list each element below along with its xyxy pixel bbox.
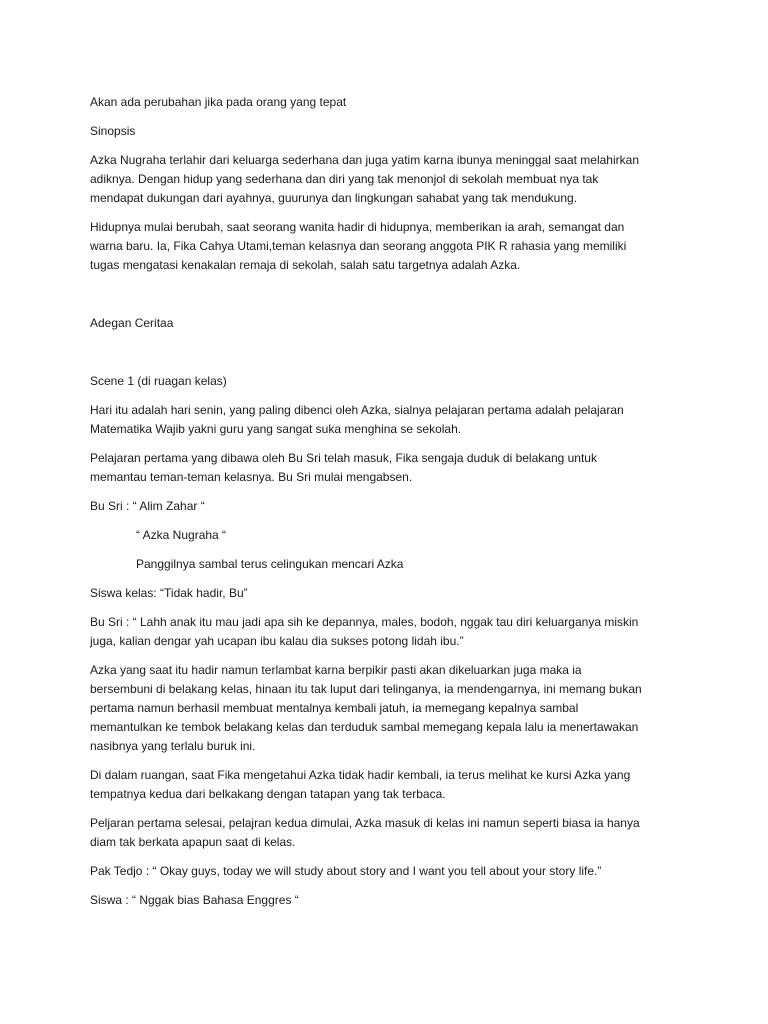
scene-paragraph-3-line-3: pertama namun berhasil membuat mentalnya kembali jatuh, ia memegang kepalnya sambal (90, 701, 579, 715)
scene-paragraph-3-line-2: bersembuni di belakang kelas, hinaan itu tak luput dari telinganya, ia mendengarnya, ini memang bukan (90, 682, 642, 696)
synopsis-paragraph-2-line-1: Hidupnya mulai berubah, saat seorang wanita hadir di hidupnya, memberikan ia arah, semangat dan (90, 220, 625, 234)
dialog-siswa: Siswa : “ Nggak bias Bahasa Enggres “ (90, 893, 299, 907)
scene-paragraph-5-line-2: diam tak berkata apapun saat di kelas. (90, 835, 296, 849)
scene-heading: Scene 1 (di ruagan kelas) (90, 374, 227, 388)
document-title: Akan ada perubahan jika pada orang yang tepat (90, 95, 347, 109)
dialog-bu-sri-1b: “ Azka Nugraha “ (136, 528, 227, 542)
scene-paragraph-5-line-1: Peljaran pertama selesai, pelajran kedua dimulai, Azka masuk di kelas ini namun seperti biasa ia hanya (90, 816, 640, 830)
scene-paragraph-1-line-1: Hari itu adalah hari senin, yang paling dibenci oleh Azka, sialnya pelajaran pertama adalah pelajaran (90, 403, 624, 417)
synopsis-paragraph-1-line-2: adiknya. Dengan hidup yang sederhana dan diri yang tak menonjol di sekolah membuat nya tak (90, 172, 599, 186)
dialog-bu-sri-1c: Panggilnya sambal terus celingukan mencari Azka (136, 557, 404, 571)
synopsis-paragraph-1-line-1: Azka Nugraha terlahir dari keluarga sederhana dan juga yatim karna ibunya meninggal saat melahirkan (90, 153, 639, 167)
dialog-pak-tedjo: Pak Tedjo : “ Okay guys, today we will study about story and I want you tell about your story life.” (90, 864, 602, 878)
scene-paragraph-1-line-2: Matematika Wajib yakni guru yang sangat suka menghina se sekolah. (90, 422, 462, 436)
story-heading: Adegan Ceritaa (90, 316, 174, 330)
synopsis-paragraph-1-line-3: mendapat dukungan dari ayahnya, guurunya dan lingkungan sahabat yang tak mendukung. (90, 191, 578, 205)
scene-paragraph-2-line-1: Pelajaran pertama yang dibawa oleh Bu Sri telah masuk, Fika sengaja duduk di belakang untuk (90, 451, 597, 465)
scene-paragraph-4-line-1: Di dalam ruangan, saat Fika mengetahui Azka tidak hadir kembali, ia terus melihat ke kursi Azka yang (90, 768, 631, 782)
dialog-bu-sri-2-line-1: Bu Sri : “ Lahh anak itu mau jadi apa sih ke depannya, males, bodoh, nggak tau diri keluarganya miskin (90, 615, 639, 629)
scene-paragraph-4-line-2: tempatnya kedua dari belkakang dengan tatapan yang tak terbaca. (90, 787, 446, 801)
synopsis-paragraph-2-line-2: warna baru. Ia, Fika Cahya Utami,teman kelasnya dan seorang anggota PIK R rahasia yang memiliki (90, 239, 627, 253)
scene-paragraph-3-line-1: Azka yang saat itu hadir namun terlambat karna berpikir pasti akan dikeluarkan juga maka ia (90, 663, 582, 677)
synopsis-paragraph-2-line-3: tugas mengatasi kenakalan remaja di sekolah, salah satu targetnya adalah Azka. (90, 258, 521, 272)
dialog-siswa-kelas: Siswa kelas: “Tidak hadir, Bu” (90, 586, 248, 600)
dialog-bu-sri-2-line-2: juga, kalian dengar yah ucapan ibu kalau dia sukses potong lidah ibu.” (90, 634, 464, 648)
scene-paragraph-3-line-4: memantulkan ke tembok belakang kelas dan terduduk sambal memegang kepala lalu ia menertawakan (90, 720, 639, 734)
scene-paragraph-2-line-2: memantau teman-teman kelasnya. Bu Sri mulai mengabsen. (90, 470, 413, 484)
synopsis-heading: Sinopsis (90, 124, 136, 138)
scene-paragraph-3-line-5: nasibnya yang terlalu buruk ini. (90, 739, 256, 753)
dialog-bu-sri-1: Bu Sri : “ Alim Zahar “ (90, 499, 205, 513)
